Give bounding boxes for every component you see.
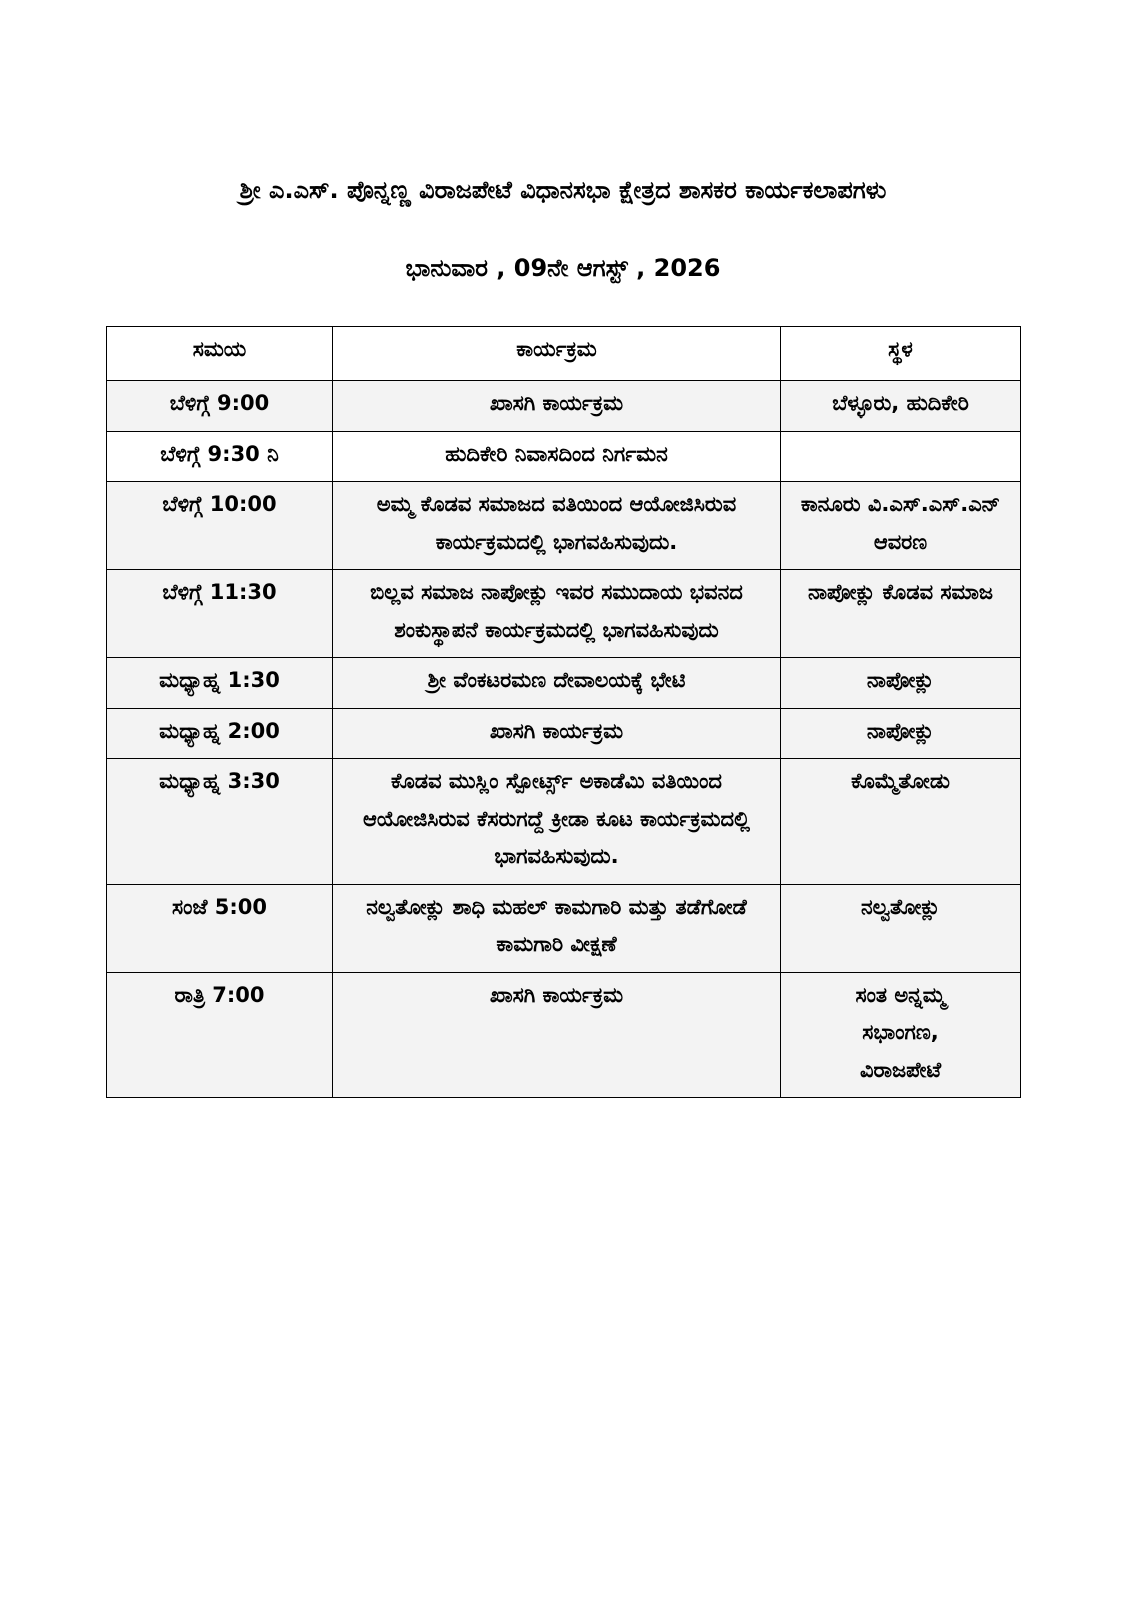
row-program: ಅಮ್ಮ ಕೊಡವ ಸಮಾಜದ ವತಿಯಿಂದ ಆಯೋಜಿಸಿರುವ ಕಾರ್ಯಕ್ರಮದಲ್ಲಿ ಭಾಗವಹಿಸುವುದು. (333, 482, 781, 570)
row-program: ಬಿಲ್ಲವ ಸಮಾಜ ನಾಪೋಕ್ಲು ಇವರ ಸಮುದಾಯ ಭವನದ ಶಂಕುಸ್ಥಾಪನೆ ಕಾರ್ಯಕ್ರಮದಲ್ಲಿ ಭಾಗವಹಿಸುವುದು (333, 570, 781, 658)
row-program: ಕೊಡವ ಮುಸ್ಲಿಂ ಸ್ಪೋರ್ಟ್ಸ್ ಅಕಾಡೆಮಿ ವತಿಯಿಂದ ಆಯೋಜಿಸಿರುವ ಕೆಸರುಗದ್ದೆ ಕ್ರೀಡಾ ಕೂಟ ಕಾರ್ಯಕ್ರಮದಲ್ಲಿ ಭಾಗವಹಿಸುವುದು. (333, 759, 781, 885)
header-place: ಸ್ಥಳ (781, 327, 1021, 381)
row-time: ಮಧ್ಯಾಹ್ನ 3:30 (107, 759, 333, 885)
row-place: ನಾಪೋಕ್ಲು (781, 658, 1021, 709)
row-place: ಕೊಮ್ಮೆತೋಡು (781, 759, 1021, 885)
row-time: ಬೆಳಿಗ್ಗೆ 9:30 ನಿ (107, 431, 333, 482)
row-place: ನಾಪೋಕ್ಲು ಕೊಡವ ಸಮಾಜ (781, 570, 1021, 658)
schedule-table (106, 326, 1021, 1098)
row-program: ಹುದಿಕೇರಿ ನಿವಾಸದಿಂದ ನಿರ್ಗಮನ (333, 431, 781, 482)
row-time: ಬೆಳಿಗ್ಗೆ 10:00 (107, 482, 333, 570)
row-program: ಶ್ರೀ ವೆಂಕಟರಮಣ ದೇವಾಲಯಕ್ಕೆ ಭೇಟಿ (333, 658, 781, 709)
row-place (781, 431, 1021, 482)
page-title: ಶ್ರೀ ಎ.ಎಸ್. ಪೊನ್ನಣ್ಣ ವಿರಾಜಪೇಟೆ ವಿಧಾನಸಭಾ ಕ್ಷೇತ್ರದ ಶಾಸಕರ ಕಾರ್ಯಕಲಾಪಗಳು (239, 176, 887, 204)
table-row (107, 759, 1021, 885)
page-date: ಭಾನುವಾರ , 09ನೇ ಆಗಸ್ಟ್ , 2026 (405, 254, 721, 282)
table-row (107, 381, 1021, 432)
row-place: ನಲ್ವತೋಕ್ಲು (781, 884, 1021, 972)
header-program: ಕಾರ್ಯಕ್ರಮ (333, 327, 781, 381)
table-row (107, 431, 1021, 482)
table-row (107, 482, 1021, 570)
row-place: ಸಂತ ಅನ್ನಮ್ಮ ಸಭಾಂಗಣ, ವಿರಾಜಪೇಟೆ (781, 972, 1021, 1098)
header-time: ಸಮಯ (107, 327, 333, 381)
table-row (107, 972, 1021, 1098)
row-time: ಮಧ್ಯಾಹ್ನ 1:30 (107, 658, 333, 709)
row-time: ಬೆಳಿಗ್ಗೆ 9:00 (107, 381, 333, 432)
table-row (107, 708, 1021, 759)
table-header-row (107, 327, 1021, 381)
row-time: ರಾತ್ರಿ 7:00 (107, 972, 333, 1098)
row-program: ಖಾಸಗಿ ಕಾರ್ಯಕ್ರಮ (333, 381, 781, 432)
table-row (107, 884, 1021, 972)
row-place: ಬೆಳ್ಳೂರು, ಹುದಿಕೇರಿ (781, 381, 1021, 432)
row-place: ನಾಪೋಕ್ಲು (781, 708, 1021, 759)
row-time: ಸಂಜೆ 5:00 (107, 884, 333, 972)
row-time: ಮಧ್ಯಾಹ್ನ 2:00 (107, 708, 333, 759)
row-program: ನಲ್ವತೋಕ್ಲು ಶಾಧಿ ಮಹಲ್ ಕಾಮಗಾರಿ ಮತ್ತು ತಡೆಗೋಡೆ ಕಾಮಗಾರಿ ವೀಕ್ಷಣೆ (333, 884, 781, 972)
table-row (107, 570, 1021, 658)
row-program: ಖಾಸಗಿ ಕಾರ್ಯಕ್ರಮ (333, 708, 781, 759)
table-row (107, 658, 1021, 709)
row-place: ಕಾನೂರು ವಿ.ಎಸ್.ಎಸ್.ಎನ್ ಆವರಣ (781, 482, 1021, 570)
row-program: ಖಾಸಗಿ ಕಾರ್ಯಕ್ರಮ (333, 972, 781, 1098)
row-time: ಬೆಳಿಗ್ಗೆ 11:30 (107, 570, 333, 658)
